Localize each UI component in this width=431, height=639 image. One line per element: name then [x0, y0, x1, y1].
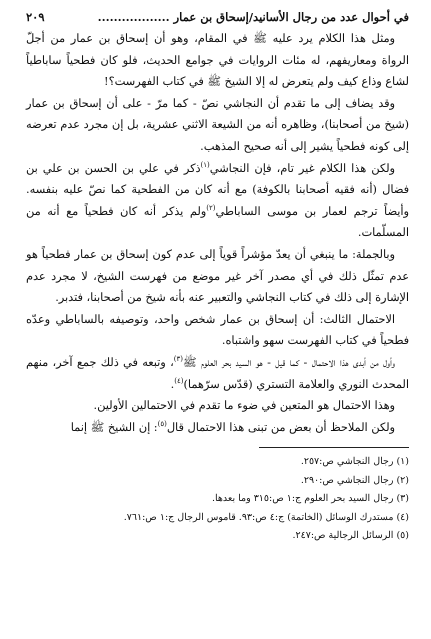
paragraph-6-part-3: .: [170, 377, 175, 391]
paragraph-3-part-1: ولكن هذا الكلام غير تام، فإن النجاشي: [209, 161, 395, 175]
footnote-separator: [259, 447, 409, 448]
footnote-5: (٥) الرسائل الرجالية ص:٢٤٧.: [292, 529, 409, 541]
paragraph-8: [26, 417, 409, 439]
footnotes: [26, 453, 409, 545]
footnote-3: (٣) رجال السيد بحر العلوم ج:١ ص:٣١٥ وما بعدها.: [211, 493, 409, 505]
paragraph-5: الاحتمال الثالث: أن إسحاق بن عمار شخص واحد، وتوصيفه بالساباطي وعدّه فطحياً في كتاب الفهرست سهو واشتباه.: [26, 312, 409, 348]
running-title: في أحوال عدد من رجال الأسانيد/إسحاق بن عمار ..................: [97, 10, 409, 24]
paragraph-2: وقد يضاف إلى ما تقدم أن النجاشي نصّ - كما مرّ - على أن إسحاق بن عمار (شيخ من أصحابنا)، وظاهره أنه من الشيعة الاثني عشرية، بل إن مجرد عدم تعرضه إلى كونه فطحياً يشير إلى أنه صحيح المذهب.: [26, 96, 409, 153]
footnote-ref-2[interactable]: (٢): [206, 203, 216, 212]
paragraph-1: ومثل هذا الكلام يرد عليه ﷺ في المقام، وهو أن إسحاق بن عمار من أجلّ الرواة ومعاريفهم، له مئات الروايات في جوامع الحديث، فلو كان فطحياً ساباطياً لشاع وذاع كيف ولم يتعرض له إلا الشيخ ﷺ في كتاب الفهرست؟!: [26, 32, 409, 89]
footnote-ref-1[interactable]: (١): [200, 160, 210, 169]
paragraph-8-part-2: : إن الشيخ ﷺ إنما: [70, 420, 158, 434]
page-number: ٢٠٩: [26, 10, 45, 24]
paragraph-3-part-2: ذكر في علي بن الحسن بن علي بن فضال (أنه فقيه أصحابنا بالكوفة) مع أنه كان من الفطحية كما نصّ عليه بنفسه. وأيضاً ترجم لعمار بن موسى الساباطي: [26, 161, 409, 218]
paragraph-6: [26, 352, 409, 395]
body-text: [26, 28, 409, 438]
footnote-2: (٢) رجال النجاشي ص:٢٩٠.: [300, 474, 409, 486]
paragraph-6-part-2: ، وتبعه في ذلك جمع آخر، منهم المحدث النوري والعلامة التستري (قدّس سرّهما): [26, 355, 409, 391]
paragraph-3-part-3: ولم يذكر أنه كان فطحياً مع أنه من المسلّمات.: [26, 204, 409, 240]
paragraph-7: وهذا الاحتمال هو المتعين في ضوء ما تقدم في الاحتمالين الأولين.: [93, 399, 395, 413]
page-header: [26, 0, 409, 24]
footnote-1: (١) رجال النجاشي ص:٢٥٧.: [300, 456, 409, 468]
footnote-ref-5[interactable]: (٥): [157, 419, 167, 428]
paragraph-6-part-1: وأول من أبدى هذا الاحتمال - كما قيل - هو السيد بحر العلوم ﷺ: [182, 355, 395, 369]
footnote-ref-3[interactable]: (٣): [173, 355, 183, 364]
paragraph-4: وبالجملة: ما ينبغي أن يعدّ مؤشراً قوياً إلى عدم كون إسحاق بن عمار فطحياً هو عدم تمثّل ذلك في أي مصدر آخر غير موضع من فهرست الشيخ، لا مجرد عدم الإشارة إلى ذلك في كتاب النجاشي والتعبير عنه بأنه شيخ من أصحابنا، فتدبر.: [26, 247, 409, 305]
footnote-4: (٤) مستدرك الوسائل (الخاتمة) ج:٤ ص:٩٣. قاموس الرجال ج:١ ص:٧٦١.: [123, 511, 409, 523]
footnote-ref-4[interactable]: (٤): [174, 376, 184, 385]
paragraph-8-part-1: ولكن الملاحظ أن بعض من تبنى هذا الاحتمال قال: [166, 420, 395, 434]
paragraph-3: [26, 158, 409, 244]
